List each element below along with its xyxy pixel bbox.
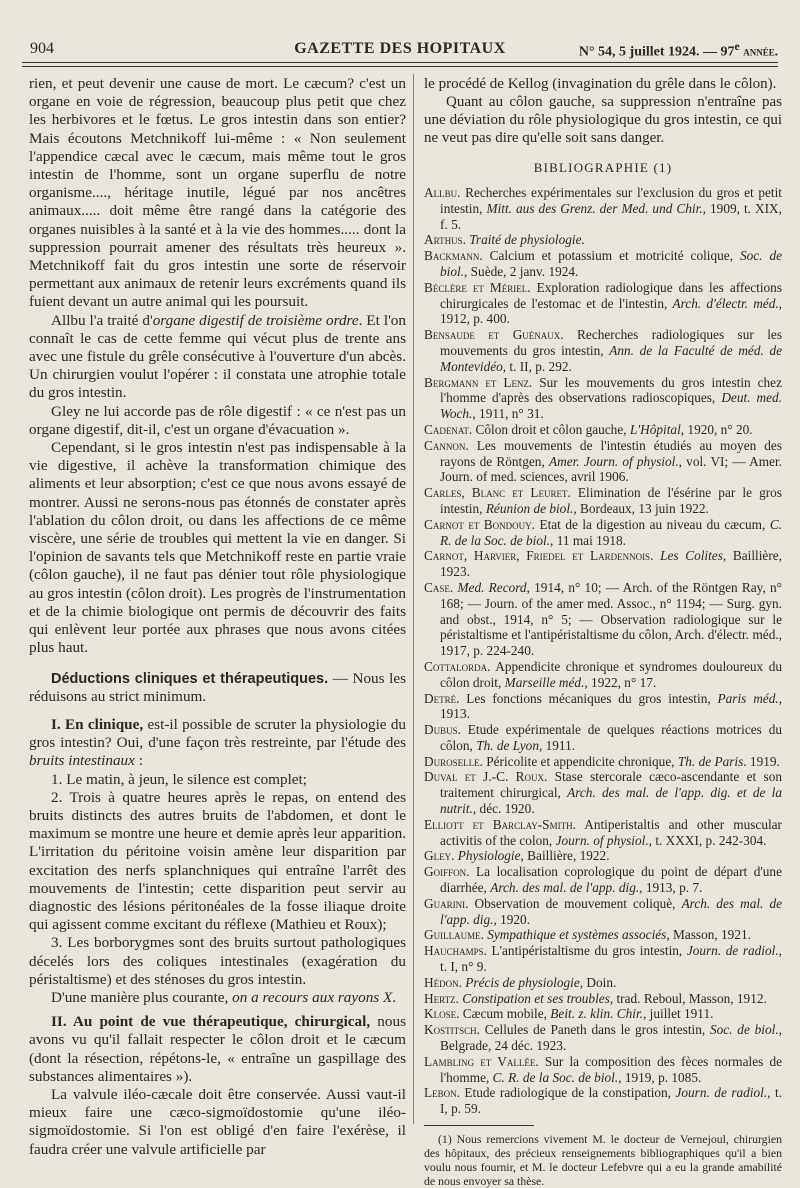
paragraph: rien, et peut devenir une cause de mort. Le cæcum? c'est un organe en voie de régression, beaucoup plus petit que chez les herbivores et le fœtus. Le gros intestin dans son entier? Mais écoutons Metchnikoff lui-même : « Non seulement l'appendice cæcal avec le cæcum, mais même tout le gros intestin de l'homme, sont un organe superflu de notre organisme...., héritage inutile, légué par nos ancêtres animaux..... doit même être rangé dans la catégorie des organes nuisibles à la santé et à la vie des hommes..... dont la suppression pourrait amener des résultats très heureux ». Metchnikoff fait du gros intestin une sorte de réservoir permettant aux animaux de retenir leurs excréments quand ils fuient devant un autre animal qui les poursuit. bbox=[29, 75, 406, 311]
bibliography-entry: Kostitsch. Cellules de Paneth dans le gros intestin, Soc. de biol., Belgrade, 24 déc. 1923. bbox=[424, 1022, 782, 1054]
bibliography-entry: Elliott et Barclay-Smith. Antiperistaltis and other muscular activitis of the colon, Journ. of physiol., t. XXXI, p. 242-304. bbox=[424, 816, 782, 848]
bibliography-entry: Case. Med. Record, 1914, n° 10; — Arch. of the Röntgen Ray, n° 168; — Journ. of the amer med. Assoc., n° 1194; — Surg. gyn. and obst., 1914, n° 5; — Observation radiologique sur le péristaltisme et l'antipéristaltisme du côlon, Arch. d'électr. méd., 1917, p. 224-240. bbox=[424, 579, 782, 659]
column-separator bbox=[413, 74, 414, 1124]
bibliography-entry: Duroselle. Péricolite et appendicite chronique, Th. de Paris. 1919. bbox=[424, 753, 780, 769]
bibliography-entry: Gley. Physiologie, Baillière, 1922. bbox=[424, 848, 610, 864]
issue-info: N° 54, 5 juillet 1924. — 97e année. bbox=[578, 40, 778, 60]
bibliography-entry: Béclère et Mériel. Exploration radiologique dans les affections chirurgicales de l'estomac et de l'intestin, Arch. d'électr. méd., 1912, p. 400. bbox=[424, 279, 782, 327]
bibliography-entry: Klose. Cæcum mobile, Beit. z. klin. Chir., juillet 1911. bbox=[424, 1006, 714, 1022]
page-header bbox=[22, 40, 778, 62]
bibliography-entry: Goiffon. La localisation coprologique du point de départ d'une diarrhée, Arch. des mal. de l'app. dig., 1913, p. 7. bbox=[424, 864, 782, 896]
bibliography-entry: Arthus. Traité de physiologie. bbox=[424, 232, 585, 248]
bibliography-entry: Bergmann et Lenz. Sur les mouvements du gros intestin chez l'homme d'après des observations radioscopiques, Deut. med. Woch., 1911, n° 31. bbox=[424, 374, 783, 422]
bibliography-entry: Cannon. Les mouvements de l'intestin étudiés au moyen des rayons de Röntgen, Amer. Journ. of physiol., vol. VI; — Amer. Journ. of med. sciences, avril 1906. bbox=[424, 437, 782, 485]
paragraph: Allbu l'a traité d'organe digestif de troisième ordre. Et l'on connaît le cas de cette femme qui vécut plus de trente ans avec une fistule du grêle consécutive à l'ouverture d'un abcès. Un chirurgien voulut l'opérer : il constata une atrophie totale du gros intestin. bbox=[29, 311, 406, 402]
bibliography-entry: Carles, Blanc et Leuret. Elimination de l'ésérine par le gros intestin, Réunion de biol., Bordeaux, 13 juin 1922. bbox=[424, 485, 782, 516]
list-item: 3. Les borborygmes sont des bruits surtout pathologiques décelés lors des coliques intestinales (exagération du péristaltisme) et des sténoses du gros intestin. bbox=[29, 934, 406, 988]
bibliography-entry: Hertz. Constipation et ses troubles, trad. Reboul, Masson, 1912. bbox=[424, 990, 767, 1006]
bibliography-entry: Cottalorda. Appendicite chronique et syndromes douloureux du côlon droit, Marseille méd., 1922, n° 17. bbox=[424, 658, 782, 690]
paragraph: Cependant, si le gros intestin n'est pas indispensable à la vie digestive, il achève la transformation chimique des aliments et leur absorption; c'est ce que nous avons essayé de montrer. Aussi ne serons-nous pas étonnés de constater après l'ablation du côlon droit, ou dans les affections de ce même viscère, une série de troubles qui mettent la vie en danger. Si l'opinion de savants tels que Metchnikoff reste en partie vraie (côlon gauche), il ne faut pas dénier tout rôle physiologique au gros intestin (côlon droit). Les progrès de l'instrumentation et de la chimie biologique ont permis de découvrir des faits qui enlèvent leur portée aux phrases que nous avons citées plus haut. bbox=[29, 439, 406, 657]
bibliography-entry: Backmann. Calcium et potassium et motricité colique, Soc. de biol., Suède, 2 janv. 1924. bbox=[424, 248, 782, 279]
bibliography-entry: Carnot et Bondouy. Etat de la digestion au niveau du cæcum, C. R. de la Soc. de biol., 11 mai 1918. bbox=[424, 516, 783, 548]
section-heading: Déductions cliniques et thérapeutiques. — Nous les réduisons au strict minimum. bbox=[29, 669, 407, 705]
journal-title: GAZETTE DES HOPITAUX bbox=[294, 40, 506, 57]
list-item: 2. Trois à quatre heures après le repas, on entend des bruits distincts des autres bruits de l'abdomen, et dont le maximum se montre une heure et demie après leur apparition. L'irritation du péritoine voisin amène leur disparition par excitation des nerfs splanchniques qui entraîne l'arrêt des mouvements de l'intestin; cette disparition peut servir au diagnostic des lésions péritonéales de la fosse iliaque droite qui agissent comme excitant du réflexe (Mathieu et Roux); bbox=[29, 788, 406, 934]
header-rule-thin bbox=[22, 66, 778, 67]
left-column bbox=[29, 75, 406, 1159]
bibliography-entry: Carnot, Harvier, Friedel et Lardennois. Les Colites, Baillière, 1923. bbox=[424, 548, 782, 580]
bibliography-entry: Bensaude et Guénaux. Recherches radiologiques sur les mouvements du gros intestin, Ann. de la Faculté de méd. de Montevidéo, t. II, p. 292. bbox=[424, 327, 783, 374]
paragraph: Gley ne lui accorde pas de rôle digestif : « ce n'est pas un organe digestif, dit-il, c'est un organe d'évacuation ». bbox=[29, 402, 406, 438]
bibliography-entry: Guillaume. Sympathique et systèmes associés, Masson, 1921. bbox=[424, 927, 751, 943]
bibliography-entry: Dubus. Etude expérimentale de quelques réactions motrices du côlon, Th. de Lyon, 1911. bbox=[424, 722, 782, 753]
paragraph: La valvule iléo-cæcale doit être conservée. Aussi vaut-il mieux faire une cæco-sigmoïdostomie qu'une iléo-sigmoïdostomie. Si l'on est obligé d'en faire l'exérèse, il faudra créer une valvule artificielle par bbox=[29, 1085, 406, 1158]
bibliography-entry: Hédon. Précis de physiologie, Doin. bbox=[424, 974, 617, 990]
bibliography-entry: Duval et J.-C. Roux. Stase stercorale cæco-ascendante et son traitement chirurgical, Arch. des mal. de l'app. dig. et de la nutrit., déc. 1920. bbox=[424, 769, 782, 817]
bibliography-entry: Hauchamps. L'antipéristaltisme du gros intestin, Journ. de radiol., t. I, n° 9. bbox=[424, 943, 782, 975]
footnote: (1) Nous remercions vivement M. le docteur de Vernejoul, chirurgien des hôpitaux, des précieux renseignements bibliographiques qu'il a bien voulu nous fournir, et M. le docteur Lefebvre qui a eu la grande amabilité de nous envoyer sa thèse. bbox=[424, 1132, 782, 1188]
footnote-rule bbox=[424, 1125, 534, 1126]
bibliography-entry: Lambling et Vallée. Sur la composition des fèces normales de l'homme, C. R. de la Soc. de biol., 1919, p. 1085. bbox=[424, 1053, 782, 1085]
header-rule bbox=[22, 62, 778, 63]
paragraph: Quant au côlon gauche, sa suppression n'entraîne pas une déviation du rôle physiologique du gros intestin, ce qui ne veut pas dire qu'elle soit sans danger. bbox=[424, 94, 782, 146]
bibliography-entry: Detré. Les fonctions mécaniques du gros intestin, Paris méd., 1913. bbox=[424, 690, 783, 722]
bibliography-title: BIBLIOGRAPHIE (1) bbox=[533, 160, 673, 175]
paragraph: le procédé de Kellog (invagination du grêle dans le côlon). bbox=[424, 76, 777, 92]
bibliography-list bbox=[424, 185, 782, 1117]
list-item: 1. Le matin, à jeun, le silence est complet; bbox=[51, 770, 307, 788]
paragraph: II. Au point de vue thérapeutique, chirurgical, nous avons vu qu'il fallait respecter le côlon droit et le cæcum (dont la résection, répétons-le, « entraîne un gaspillage des substances alimentaires »). bbox=[29, 1013, 406, 1085]
paragraph: D'une manière plus courante, on a recours aux rayons X. bbox=[51, 988, 397, 1006]
page-number: 904 bbox=[30, 40, 54, 57]
bibliography-entry: Guarini. Observation de mouvement coliquè, Arch. des mal. de l'app. dig., 1920. bbox=[424, 895, 782, 927]
bibliography-entry: Lebon. Etude radiologique de la constipation, Journ. de radiol., t. I, p. 59. bbox=[424, 1085, 782, 1117]
paragraph: I. En clinique, est-il possible de scruter la physiologie du gros intestin? Oui, d'une façon très restreinte, par l'étude des bruits intestinaux : bbox=[29, 715, 407, 770]
bibliography-entry: Allbu. Recherches expérimentales sur l'exclusion du gros et petit intestin, Mitt. aus des Grenz. der Med. und Chir., 1909, t. XIX, f. 5. bbox=[424, 185, 782, 232]
bibliography-entry: Cadenat. Côlon droit et côlon gauche, L'Hôpital, 1920, n° 20. bbox=[424, 421, 753, 437]
right-column bbox=[424, 75, 782, 1188]
